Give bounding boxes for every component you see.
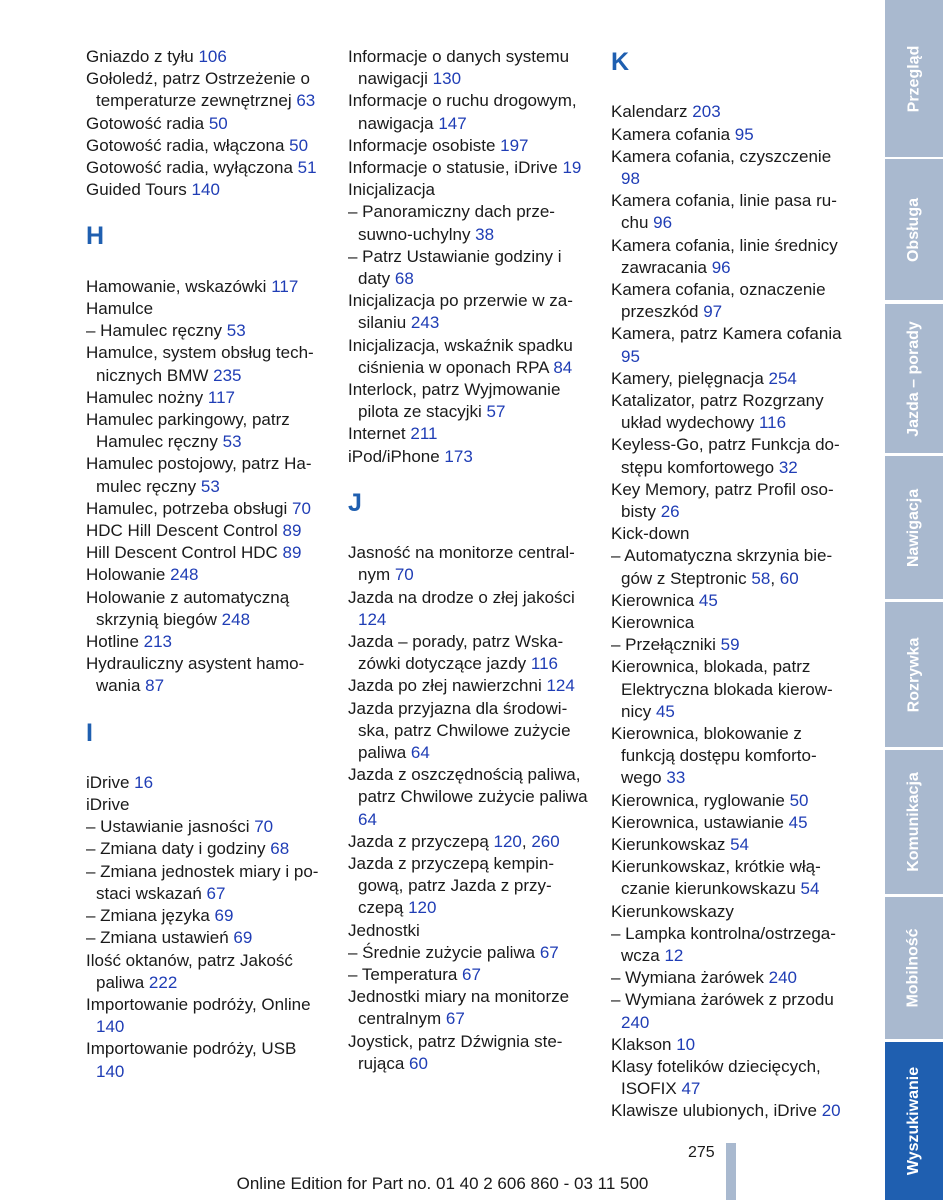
index-entry [348, 446, 588, 468]
entry-text: Hamulce, system obsług technicznych BMW [86, 343, 314, 385]
entry-text: – Panoramiczny dach przesuwno-uchylny [348, 202, 555, 244]
index-entry [348, 290, 588, 334]
page-link[interactable]: 197 [500, 135, 529, 155]
entry-text: Kamera, patrz Kamera cofania [611, 324, 842, 344]
page-link[interactable]: 51 [297, 158, 317, 178]
entry-text: Jazda przyjazna dla środowiska, patrz Chwilowe zużycie paliwa [348, 698, 571, 762]
entry-text: Internet [348, 424, 411, 444]
page-link[interactable]: 57 [486, 402, 506, 422]
page-link[interactable]: 87 [145, 676, 165, 696]
entry-text: – Zmiana daty i godziny [86, 839, 271, 859]
entry-text: Holowanie [86, 565, 171, 585]
page-link[interactable]: 38 [475, 224, 495, 244]
entry-text: – Wymiana żarówek [611, 968, 769, 988]
entry-text: Kierownica, ustawianie [611, 812, 789, 832]
index-entry [86, 794, 326, 816]
page-link[interactable]: 117 [207, 387, 235, 407]
index-entry [348, 1031, 588, 1075]
page-link[interactable]: 50 [289, 135, 309, 155]
index-entry [86, 68, 326, 112]
index-entry [611, 901, 851, 923]
index-entry [611, 101, 851, 123]
index-entry [611, 656, 851, 723]
page-link[interactable]: 10 [676, 1034, 696, 1054]
index-entry [348, 90, 588, 134]
page-link[interactable]: 12 [664, 946, 684, 966]
entry-text: – Automatyczna skrzynia biegów z Steptronic [611, 546, 833, 588]
entry-text: Kamera cofania, oznaczenie przeszkód [611, 279, 826, 322]
index-entry [86, 905, 326, 927]
index-entry [611, 279, 851, 323]
page-link[interactable]: 64 [358, 809, 377, 829]
page-link[interactable]: 222 [148, 972, 178, 992]
entry-text: Kick-down [611, 524, 690, 544]
page-link[interactable]: 124 [358, 609, 387, 629]
page-link[interactable]: 203 [692, 102, 721, 122]
index-entry [86, 113, 326, 135]
index-entry [611, 124, 851, 146]
entry-text: Kalendarz [611, 102, 693, 122]
page-link[interactable]: 69 [233, 928, 253, 948]
page-link[interactable]: 45 [698, 590, 718, 610]
entry-text: Hamulec, potrzeba obsługi [86, 498, 293, 518]
page-link[interactable]: 106 [198, 47, 227, 66]
entry-text: Klakson [611, 1034, 677, 1054]
entry-text: Gotowość radia [86, 113, 209, 133]
entry-text: Jazda na drodze o złej jakości [348, 587, 575, 607]
index-entry [611, 1100, 851, 1122]
section-letter-h: H [86, 222, 105, 251]
page-link[interactable]: 67 [539, 942, 559, 962]
page-link[interactable]: 213 [143, 631, 173, 651]
entry-text: Jazda z przyczepą [348, 831, 494, 851]
page-link[interactable]: 95 [621, 346, 640, 366]
entry-text: Interlock, patrz Wyjmowanie pilota ze stacyjki [348, 380, 561, 422]
index-entry [86, 564, 326, 586]
entry-text: Hotline [86, 631, 144, 651]
sidebar-tab-label: Przegląd [905, 45, 922, 112]
entry-text: Key Memory, patrz Profil osobisty [611, 479, 834, 521]
index-entry [348, 920, 588, 942]
entry-text: – Hamulec ręczny [86, 321, 227, 341]
page-link[interactable]: 16 [134, 772, 154, 792]
entry-text: Keyless-Go, patrz Funkcja dostępu komfortowego [611, 435, 840, 477]
index-entry [611, 434, 851, 478]
sidebar-tab-label: Rozrywka [905, 637, 923, 712]
section-letter-j: J [348, 488, 362, 517]
page-link[interactable]: 240 [768, 968, 797, 988]
entry-text: Kierunkowskazy [611, 901, 734, 921]
index-entry [611, 479, 851, 523]
page-link[interactable]: 53 [200, 476, 220, 496]
page-link[interactable]: 97 [703, 302, 723, 322]
entry-text: – Temperatura [348, 965, 463, 985]
entry-text: – Lampka kontrolna/ostrzegawcza [611, 923, 836, 966]
index-entry [348, 179, 588, 201]
entry-text: Jazda z oszczędnością paliwa, patrz Chwilowe zużycie paliwa [348, 765, 588, 807]
page-link[interactable]: 50 [789, 790, 809, 810]
page-link[interactable]: 96 [711, 257, 731, 277]
page-link[interactable]: 140 [191, 180, 220, 200]
index-entry [86, 861, 326, 905]
page-link[interactable]: 50 [208, 113, 228, 133]
page-link[interactable]: 124 [546, 676, 575, 696]
entry-text: – Patrz Ustawianie godziny i daty [348, 246, 562, 289]
page-link[interactable]: 33 [666, 768, 686, 788]
entry-text: Informacje o statusie, iDrive [348, 158, 563, 178]
index-entry [348, 135, 588, 157]
entry-text: Gniazdo z tyłu [86, 47, 199, 66]
index-entry [348, 587, 588, 631]
entry-text: Importowanie podróży, Online [86, 994, 311, 1014]
page-link[interactable]: 243 [410, 313, 440, 333]
entry-text: Kierownica, blokada, patrz Elektryczna blokada kierownicy [611, 657, 833, 721]
entry-text: Kierownica [611, 590, 699, 610]
entry-text: – Wymiana żarówek z przodu [611, 990, 834, 1010]
index-entry [611, 812, 851, 834]
index-entry [86, 520, 326, 542]
page-link[interactable]: 54 [800, 879, 820, 899]
page-link[interactable]: 254 [768, 368, 797, 388]
index-entry [611, 634, 851, 656]
index-entry [86, 542, 326, 564]
index-entry [348, 675, 588, 697]
index-entry [348, 964, 588, 986]
index-entry [611, 1034, 851, 1056]
footer-edition: Online Edition for Part no. 01 40 2 606 860 - 03 11 500 [236, 1174, 649, 1193]
entry-text: Informacje o ruchu drogowym, nawigacja [348, 91, 577, 133]
page-link[interactable]: 58 [751, 568, 771, 588]
index-column-1 [86, 46, 326, 1083]
entry-text: Hamowanie, wskazówki [86, 276, 272, 296]
page-link[interactable]: 60 [409, 1053, 428, 1073]
index-entry [86, 135, 326, 157]
entry-text: Kierownica [611, 612, 695, 632]
page-link[interactable]: 89 [282, 520, 302, 540]
entry-text: Joystick, patrz Dźwignia sterująca [348, 1031, 563, 1073]
entry-text: – Przełączniki [611, 635, 721, 655]
entry-text: Kamera cofania, czyszczenie [611, 146, 832, 166]
entry-text: Hamulce [86, 298, 154, 318]
index-entry [611, 856, 851, 900]
page-link[interactable]: 69 [214, 906, 234, 926]
entry-text: iPod/iPhone [348, 446, 445, 466]
index-entry [611, 790, 851, 812]
entry-text: Kamera cofania, linie pasa ruchu [611, 191, 837, 233]
entry-text: Kamery, pielęgnacja [611, 368, 769, 388]
index-entry [86, 653, 326, 697]
section-letter-i: I [86, 718, 93, 747]
entry-text: Ilość oktanów, patrz Jakość paliwa [86, 950, 293, 992]
page-link[interactable]: 147 [438, 113, 467, 133]
page-link[interactable]: 20 [821, 1101, 841, 1121]
index-entry [611, 323, 851, 367]
sidebar-tab-1[interactable] [885, 159, 943, 300]
index-entry: – Automatyczna skrzynia biegów z Steptronic 58, 60 [611, 546, 833, 588]
index-entry [86, 631, 326, 653]
index-entry [348, 542, 588, 586]
entry-text: Gołoledź, patrz Ostrzeżenie o temperaturze zewnętrznej [86, 69, 310, 111]
index-entry [611, 834, 851, 856]
page-link[interactable]: 116 [758, 413, 787, 433]
page-link[interactable]: 173 [444, 446, 473, 466]
sidebar-tab-6[interactable] [885, 897, 943, 1039]
entry-text: Jasność na monitorze centralnym [348, 543, 575, 585]
index-entry [348, 986, 588, 1030]
entry-text: Jazda po złej nawierzchni [348, 676, 547, 696]
page-link[interactable]: 45 [655, 701, 675, 721]
sidebar-tab-5[interactable] [885, 750, 943, 894]
entry-text: Hamulec nożny [86, 387, 208, 407]
page-link[interactable]: 130 [432, 69, 462, 89]
entry-text: – Ustawianie jasności [86, 817, 255, 837]
section-sidebar [885, 0, 943, 1200]
entry-text: Kamera cofania [611, 124, 735, 144]
entry-text: Jednostki [348, 920, 420, 940]
index-entry [86, 46, 326, 68]
page-link[interactable]: 68 [394, 269, 414, 289]
page-link[interactable]: 116 [530, 654, 559, 674]
page-link[interactable]: 120 [408, 898, 437, 918]
page-link[interactable]: 98 [621, 168, 640, 188]
index-entry [348, 423, 588, 445]
page-link[interactable]: 70 [292, 498, 311, 518]
entry-text: Hydrauliczny asystent hamowania [86, 654, 305, 696]
page-link[interactable]: 95 [734, 124, 754, 144]
index-entry [348, 631, 588, 675]
index-entry [86, 816, 326, 838]
entry-text: iDrive [86, 772, 135, 792]
entry-text: Guided Tours [86, 180, 192, 200]
entry-text: Gotowość radia, wyłączona [86, 158, 298, 178]
sidebar-tab-label: Mobilność [905, 928, 923, 1008]
entry-text: Hill Descent Control HDC [86, 543, 283, 563]
index-column-2 [348, 46, 588, 1075]
sidebar-tab-0[interactable] [885, 0, 943, 157]
page-link[interactable]: 260 [531, 831, 560, 851]
page-link[interactable]: 70 [394, 565, 414, 585]
entry-text: Inicjalizacja [348, 180, 435, 200]
page-link[interactable]: 67 [445, 1009, 465, 1029]
sidebar-tab-label: Jazda – porady [905, 320, 923, 437]
page-link[interactable]: 53 [222, 432, 242, 452]
entry-text: Jednostki miary na monitorze centralnym [348, 987, 570, 1029]
entry-text: Kierownica, blokowanie z funkcją dostępu komfortowego [611, 723, 817, 788]
entry-text: – Średnie zużycie paliwa [348, 942, 540, 962]
page-number: 275 [688, 1144, 715, 1161]
index-entry [86, 772, 326, 794]
index-entry [348, 764, 588, 831]
page-link[interactable]: 26 [660, 501, 680, 521]
entry-text: iDrive [86, 795, 130, 815]
page-link[interactable]: 45 [788, 812, 808, 832]
sidebar-tab-label: Obsługa [905, 197, 923, 262]
entry-text: Inicjalizacja po przerwie w zasilaniu [348, 291, 573, 333]
index-entry [611, 612, 851, 634]
entry-text: Hamulec postojowy, patrz Hamulec ręczny [86, 454, 312, 496]
entry-text: Kamera cofania, linie średnicy zawracania [611, 235, 838, 277]
index-entry [348, 335, 588, 379]
sidebar-tab-2[interactable] [885, 304, 943, 453]
index-entry [86, 179, 326, 201]
entry-text: – Zmiana jednostek miary i postaci wskazań [86, 861, 319, 903]
index-entry [86, 587, 326, 631]
index-entry [86, 498, 326, 520]
page-link[interactable]: 64 [410, 742, 430, 762]
index-entry [348, 942, 588, 964]
index-entry [86, 927, 326, 949]
sidebar-tab-label: Wyszukiwanie [905, 1066, 922, 1176]
section-letter-k: K [611, 48, 630, 76]
page-link[interactable]: 120 [493, 831, 522, 851]
index-entry [348, 853, 588, 920]
entry-text: Informacje osobiste [348, 135, 501, 155]
entry-text: Gotowość radia, włączona [86, 135, 290, 155]
index-entry [348, 201, 588, 245]
entry-text: – Zmiana języka [86, 906, 215, 926]
index-entry [611, 146, 851, 190]
index-entry [86, 387, 326, 409]
page-link[interactable]: 84 [553, 357, 573, 377]
sidebar-tab-label: Komunikacja [905, 772, 922, 872]
index-entry [86, 1038, 326, 1082]
index-entry [348, 698, 588, 765]
page-link[interactable]: 19 [562, 158, 582, 178]
page-link[interactable]: 32 [778, 457, 798, 477]
entry-text: Jazda – porady, patrz Wskazówki dotyczące jazdy [348, 631, 564, 674]
page-link[interactable]: 240 [621, 1012, 650, 1032]
page-link[interactable]: 47 [681, 1079, 701, 1099]
entry-text: Katalizator, patrz Rozgrzany układ wydechowy [611, 390, 824, 433]
page-link[interactable]: 60 [779, 568, 799, 588]
page-link[interactable]: 248 [221, 609, 251, 629]
index-entry [86, 950, 326, 994]
sidebar-tab-4[interactable] [885, 602, 943, 747]
index-entry [348, 246, 588, 290]
index-entry [611, 723, 851, 790]
entry-text: Hamulec parkingowy, patrz Hamulec ręczny [86, 409, 290, 452]
entry-text: Jazda z przyczepą kempingową, patrz Jazda z przyczepą [348, 854, 554, 918]
page-link[interactable]: 53 [226, 321, 246, 341]
entry-text: – Zmiana ustawień [86, 928, 234, 948]
entry-text: Holowanie z automatyczną skrzynią biegów [86, 587, 290, 629]
entry-text: Klawisze ulubionych, iDrive [611, 1101, 822, 1121]
page-link[interactable]: 89 [282, 543, 302, 563]
entry-text: Klasy fotelików dziecięcych, ISOFIX [611, 1057, 821, 1099]
index-entry [611, 523, 851, 545]
page-link[interactable]: 68 [270, 839, 290, 859]
index-entry [86, 409, 326, 453]
entry-text: Importowanie podróży, USB [86, 1039, 297, 1059]
index-entry [348, 157, 588, 179]
index-entry [86, 994, 326, 1038]
page-link[interactable]: 248 [170, 565, 199, 585]
page-link[interactable]: 140 [96, 1061, 125, 1081]
page-link[interactable]: 117 [271, 276, 299, 296]
sidebar-tab-7[interactable] [885, 1042, 943, 1200]
entry-text: Informacje o danych systemu nawigacji [348, 47, 570, 89]
page-link[interactable]: 67 [462, 965, 481, 985]
sidebar-tab-3[interactable] [885, 456, 943, 599]
index-entry [86, 276, 326, 298]
index-entry [86, 838, 326, 860]
page-link[interactable]: 211 [410, 424, 438, 444]
page-link[interactable]: 67 [206, 883, 226, 903]
entry-text: HDC Hill Descent Control [86, 520, 283, 540]
page-link[interactable]: 70 [254, 817, 274, 837]
page-link[interactable]: 54 [730, 835, 749, 854]
entry-text: Kierunkowskaz, krótkie włączanie kierunkowskazu [611, 857, 821, 899]
entry-text: Kierunkowskaz [611, 835, 731, 854]
index-entry [86, 157, 326, 179]
index-entry [86, 342, 326, 386]
page-link[interactable]: 140 [96, 1017, 125, 1037]
index-entry [611, 368, 851, 390]
index-entry [611, 590, 851, 612]
index-column-3 [611, 46, 851, 1123]
entry-text: Inicjalizacja, wskaźnik spadku ciśnienia w oponach RPA [348, 335, 573, 377]
sidebar-tab-label: Nawigacja [905, 488, 923, 567]
index-entry [611, 190, 851, 234]
index-entry [86, 320, 326, 342]
index-entry [611, 967, 851, 989]
index-entry [611, 923, 851, 967]
index-entry [348, 379, 588, 423]
page-link[interactable]: 63 [296, 91, 316, 111]
page-link[interactable]: 96 [653, 213, 673, 233]
index-entry [611, 989, 851, 1033]
page-link[interactable]: 59 [720, 635, 740, 655]
index-entry [86, 453, 326, 497]
entry-text: Kierownica, ryglowanie [611, 790, 790, 810]
index-entry: Jazda z przyczepą 120, 260 [348, 831, 560, 851]
index-entry [86, 298, 326, 320]
index-entry [611, 390, 851, 434]
index-entry [611, 235, 851, 279]
page-link[interactable]: 235 [213, 365, 242, 385]
index-entry [348, 46, 588, 90]
index-entry [611, 1056, 851, 1100]
